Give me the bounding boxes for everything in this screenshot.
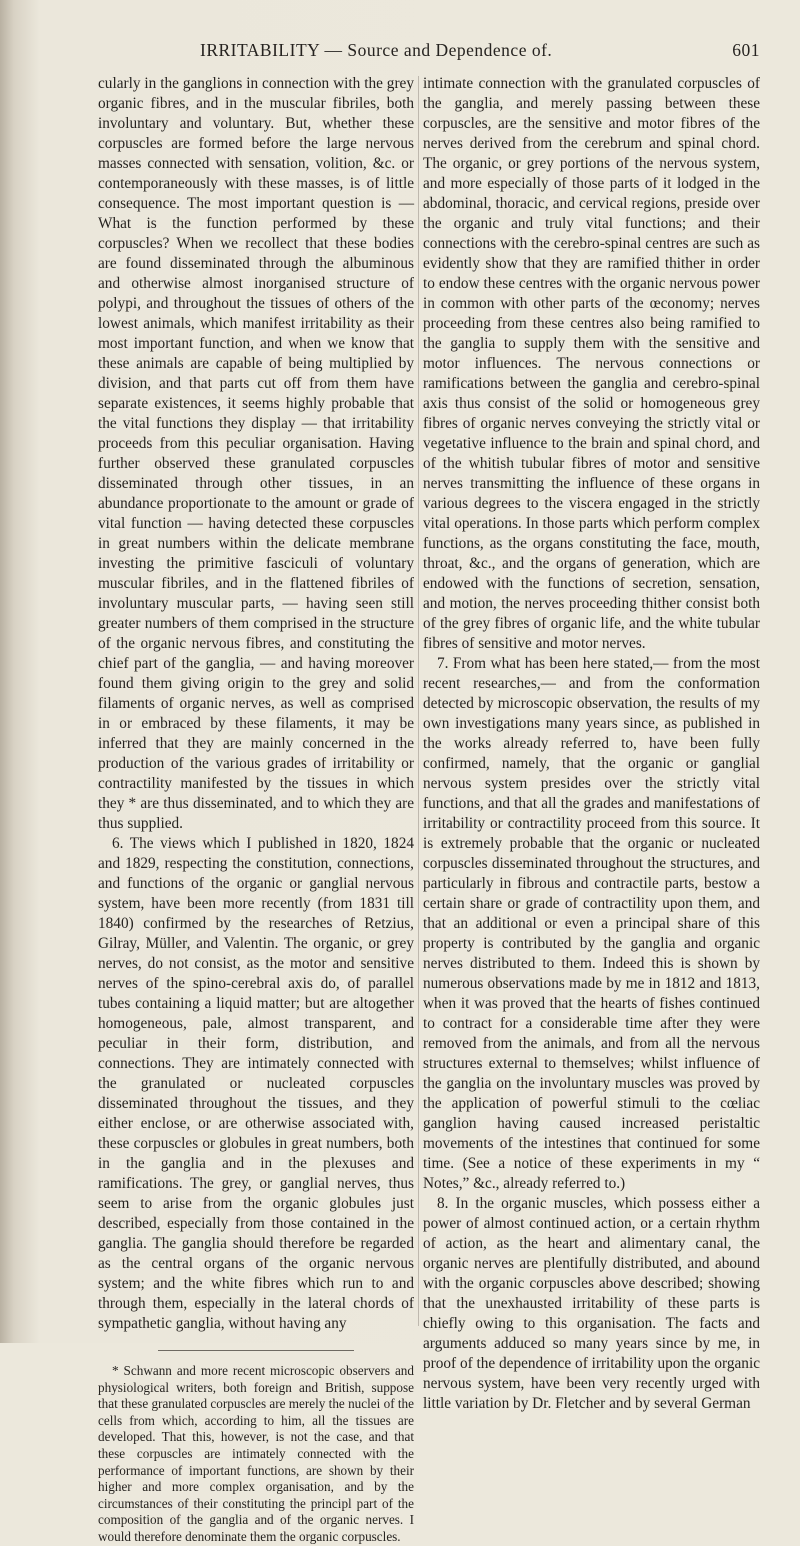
paragraph-continued-right: intimate connection with the granulated corpuscles of the ganglia, and merely passing between these corpuscles, are the sensitive and motor fibres of the nerves derived from the cerebrum and spinal chord. The organic, or grey portions of the nervous system, and more especially of those parts of it lodged in the abdominal, thoracic, and cervical regions, preside over the organic and truly vital functions; and their connections with the cerebro-spinal centres are such as evidently show that they are ramified thither in order to endow these centres with the organic nervous power in common with other parts of the œconomy; nerves proceeding from these centres also being ramified to the ganglia to supply them with the sensitive and motor influences. The nervous connections or ramifications between the ganglia and cerebro-spinal axis thus consist of the solid or homogeneous grey fibres of organic nerves conveying the strictly vital or vegetative influence to the brain and spinal chord, and of the whitish tubular fibres of motor and sensitive nerves transmitting the influence of these organs in various degrees to the viscera engaged in the strictly vital operations. In those parts which perform complex functions, as the organs constituting the face, mouth, throat, &c., and the organs of generation, which are endowed with the functions of secretion, sensation, and motion, the nerves proceeding thither consist both of the grey fibres of organic life, and the white tubular fibres of sensitive and motor nerves. [423, 75, 760, 652]
right-column [423, 74, 760, 1412]
paragraph-section-7: 7. From what has been here stated,— from the most recent researches,— and from the conformation detected by microscopic observation, the results of my own investigations many years since, as published in the works already referred to, have been fully confirmed, namely, that the organic or ganglial nervous system presides over the strictly vital functions, and that all the grades and manifestations of irritability or contractility proceed from this source. It is extremely probable that the organic or nucleated corpuscles disseminated throughout the structures, and particularly in fibrous and contractile parts, bestow a certain share or grade of contractility upon them, and that an additional or even a principal share of this property is contributed by the ganglia and organic nerves distributed to them. Indeed this is shown by numerous observations made by me in 1812 and 1813, when it was proved that the hearts of fishes continued to contract for a considerable time after they were removed from the animals, and from all the nervous structures external to themselves; whilst influence of the ganglia on the involuntary muscles was proved by the application of powerful stimuli to the cœliac ganglion having caused increased peristaltic movements of the intestines that continued for some time. (See a notice of these experiments in my “ Notes,” &c., already referred to.) [423, 655, 760, 1192]
page-number: 601 [732, 40, 760, 60]
running-header [200, 40, 760, 66]
paragraph-section-6: 6. The views which I published in 1820, 1824 and 1829, respecting the constitution, connections, and functions of the organic or ganglial nervous system, have been more recently (from 1831 till 1840) confirmed by the researches of Retzius, Gilray, Müller, and Valentin. The organic, or grey nerves, do not consist, as the motor and sensitive nerves of the spino-cerebral axis do, of parallel tubes containing a liquid matter; but are altogether homogeneous, pale, almost transparent, and peculiar in their form, distribution, and connections. They are intimately connected with the granulated or nucleated corpuscles disseminated throughout the tissues, and they either enclose, or are otherwise associated with, these corpuscles or globules in great numbers, both in the ganglia and in the plexuses and ramifications. The grey, or ganglial nerves, thus seem to arise from the organic globules just described, especially from those contained in the ganglia. The ganglia should therefore be regarded as the central organs of the organic nervous system; and the white fibres which run to and through them, especially in the lateral chords of sympathetic ganglia, without having any [98, 835, 414, 1332]
column-divider [418, 76, 419, 1326]
left-column [98, 74, 414, 1544]
paragraph-section-8: 8. In the organic muscles, which possess either a power of almost continued action, or a certain rhythm of action, as the heart and alimentary canal, the organic nerves are plentifully distributed, and abound with the organic corpuscles above described; showing that the unexhausted irritability of these parts is chiefly owing to this organisation. The facts and arguments adduced so many years since by me, in proof of the dependence of irritability upon the organic nervous system, have been very recently urged with little variation by Dr. Fletcher and by several German [423, 1195, 760, 1412]
footnote-rule [158, 1350, 354, 1351]
paragraph-continued: cularly in the ganglions in connection with the grey organic fibres, and in the muscular fibriles, both involuntary and voluntary. But, whether these corpuscles are formed before the large nervous masses connected with sensation, volition, &c. or contemporaneously with these masses, is of little consequence. The most important question is — What is the function performed by these corpuscles? When we recollect that these bodies are found disseminated through the albuminous and otherwise almost inorganised structure of polypi, and throughout the tissues of others of the lowest animals, which manifest irritability as their most important function, and when we know that these animals are capable of being multiplied by division, and that parts cut off from them have separate existences, it seems highly probable that the vital functions they display — that irritability proceeds from this peculiar organisation. Having further observed these granulated corpuscles disseminated through other tissues, in an abundance proportionate to the amount or grade of vital function — having detected these corpuscles in great numbers within the delicate membrane investing the primitive fasciculi of voluntary muscular fibriles, and in the flattened fibriles of involuntary muscular parts, — having seen still greater numbers of them comprised in the structure of the organic nervous fibres, and constituting the chief part of the ganglia, — and having moreover found them giving origin to the grey and solid filaments of organic nerves, as well as comprised in or embraced by these filaments, it may be inferred that they are mainly concerned in the production of the various grades of irritability or contractility manifested by the tissues in which they * are thus disseminated, and to which they are thus supplied. [98, 75, 414, 832]
header-title: IRRITABILITY — Source and Dependence of. [200, 40, 553, 60]
footnote: * Schwann and more recent microscopic observers and physiological writers, both foreign and British, suppose that these granulated corpuscles are merely the nuclei of the cells from which, according to him, all the tissues are developed. That this, however, is not the case, and that these corpuscles are intimately connected with the performance of important functions, are shown by their higher and more complex organisation, and by the circumstances of their constituting the principl part of the composition of the ganglia and of the organic nerves. I would therefore denominate them the organic corpuscles. [98, 1363, 414, 1544]
